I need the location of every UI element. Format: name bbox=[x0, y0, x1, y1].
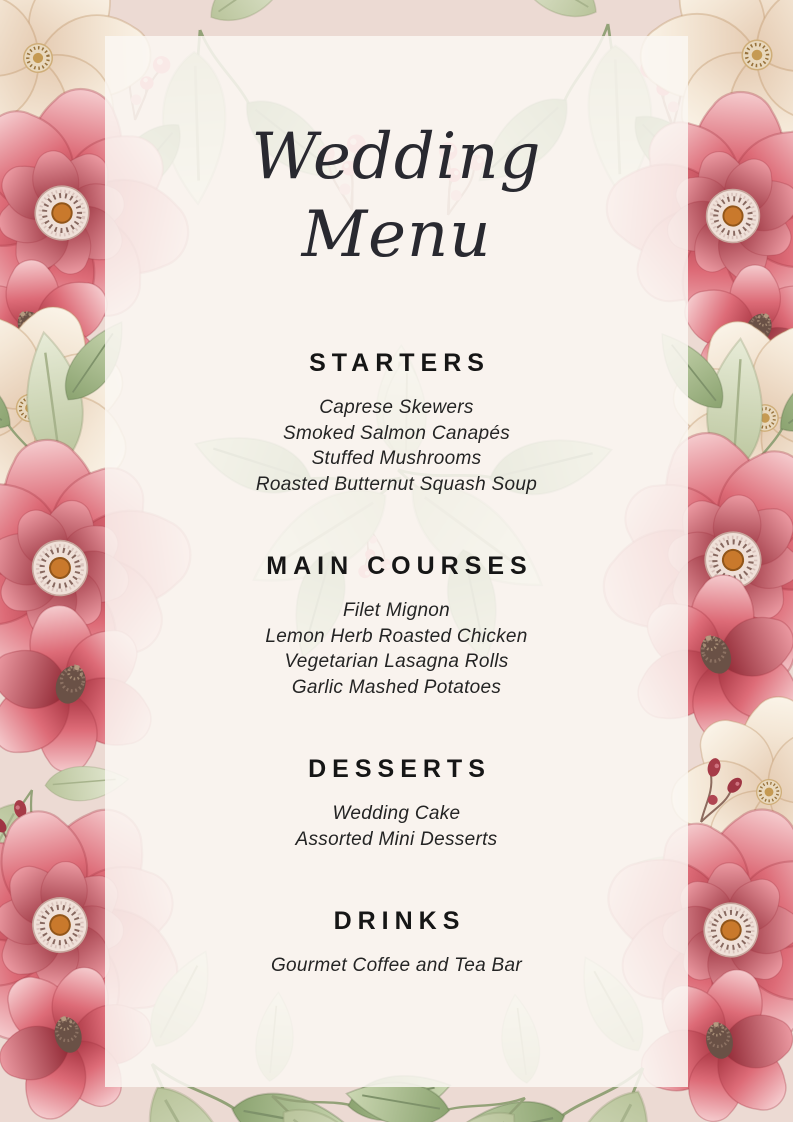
menu-section bbox=[105, 754, 688, 852]
menu-item: Smoked Salmon Canapés bbox=[282, 422, 511, 444]
section-items bbox=[105, 598, 688, 700]
menu-title-line2: Menu bbox=[301, 198, 492, 272]
menu-item: Stuffed Mushrooms bbox=[311, 448, 482, 469]
section-heading: MAIN COURSES bbox=[266, 552, 533, 580]
menu-section bbox=[105, 348, 688, 497]
menu-item: Vegetarian Lasagna Rolls bbox=[284, 651, 509, 672]
section-heading: DESSERTS bbox=[308, 755, 491, 783]
section-items bbox=[105, 801, 688, 852]
section-items bbox=[105, 953, 688, 979]
menu-panel bbox=[105, 36, 688, 1087]
menu-item: Garlic Mashed Potatoes bbox=[291, 676, 502, 698]
menu-title bbox=[105, 118, 688, 274]
menu-item: Caprese Skewers bbox=[319, 397, 474, 418]
section-heading: STARTERS bbox=[309, 349, 490, 377]
menu-section bbox=[105, 906, 688, 979]
menu-item: Wedding Cake bbox=[332, 803, 461, 824]
menu-item: Roasted Butternut Squash Soup bbox=[255, 473, 538, 495]
menu-section bbox=[105, 551, 688, 700]
menu-item: Assorted Mini Desserts bbox=[295, 828, 498, 850]
section-heading: DRINKS bbox=[333, 907, 466, 935]
menu-item: Lemon Herb Roasted Chicken bbox=[265, 625, 528, 647]
menu-item: Filet Mignon bbox=[342, 600, 451, 621]
menu-item: Gourmet Coffee and Tea Bar bbox=[270, 955, 523, 976]
menu-title-line1: Wedding bbox=[251, 120, 542, 194]
menu-sections bbox=[105, 348, 688, 979]
section-items bbox=[105, 395, 688, 497]
